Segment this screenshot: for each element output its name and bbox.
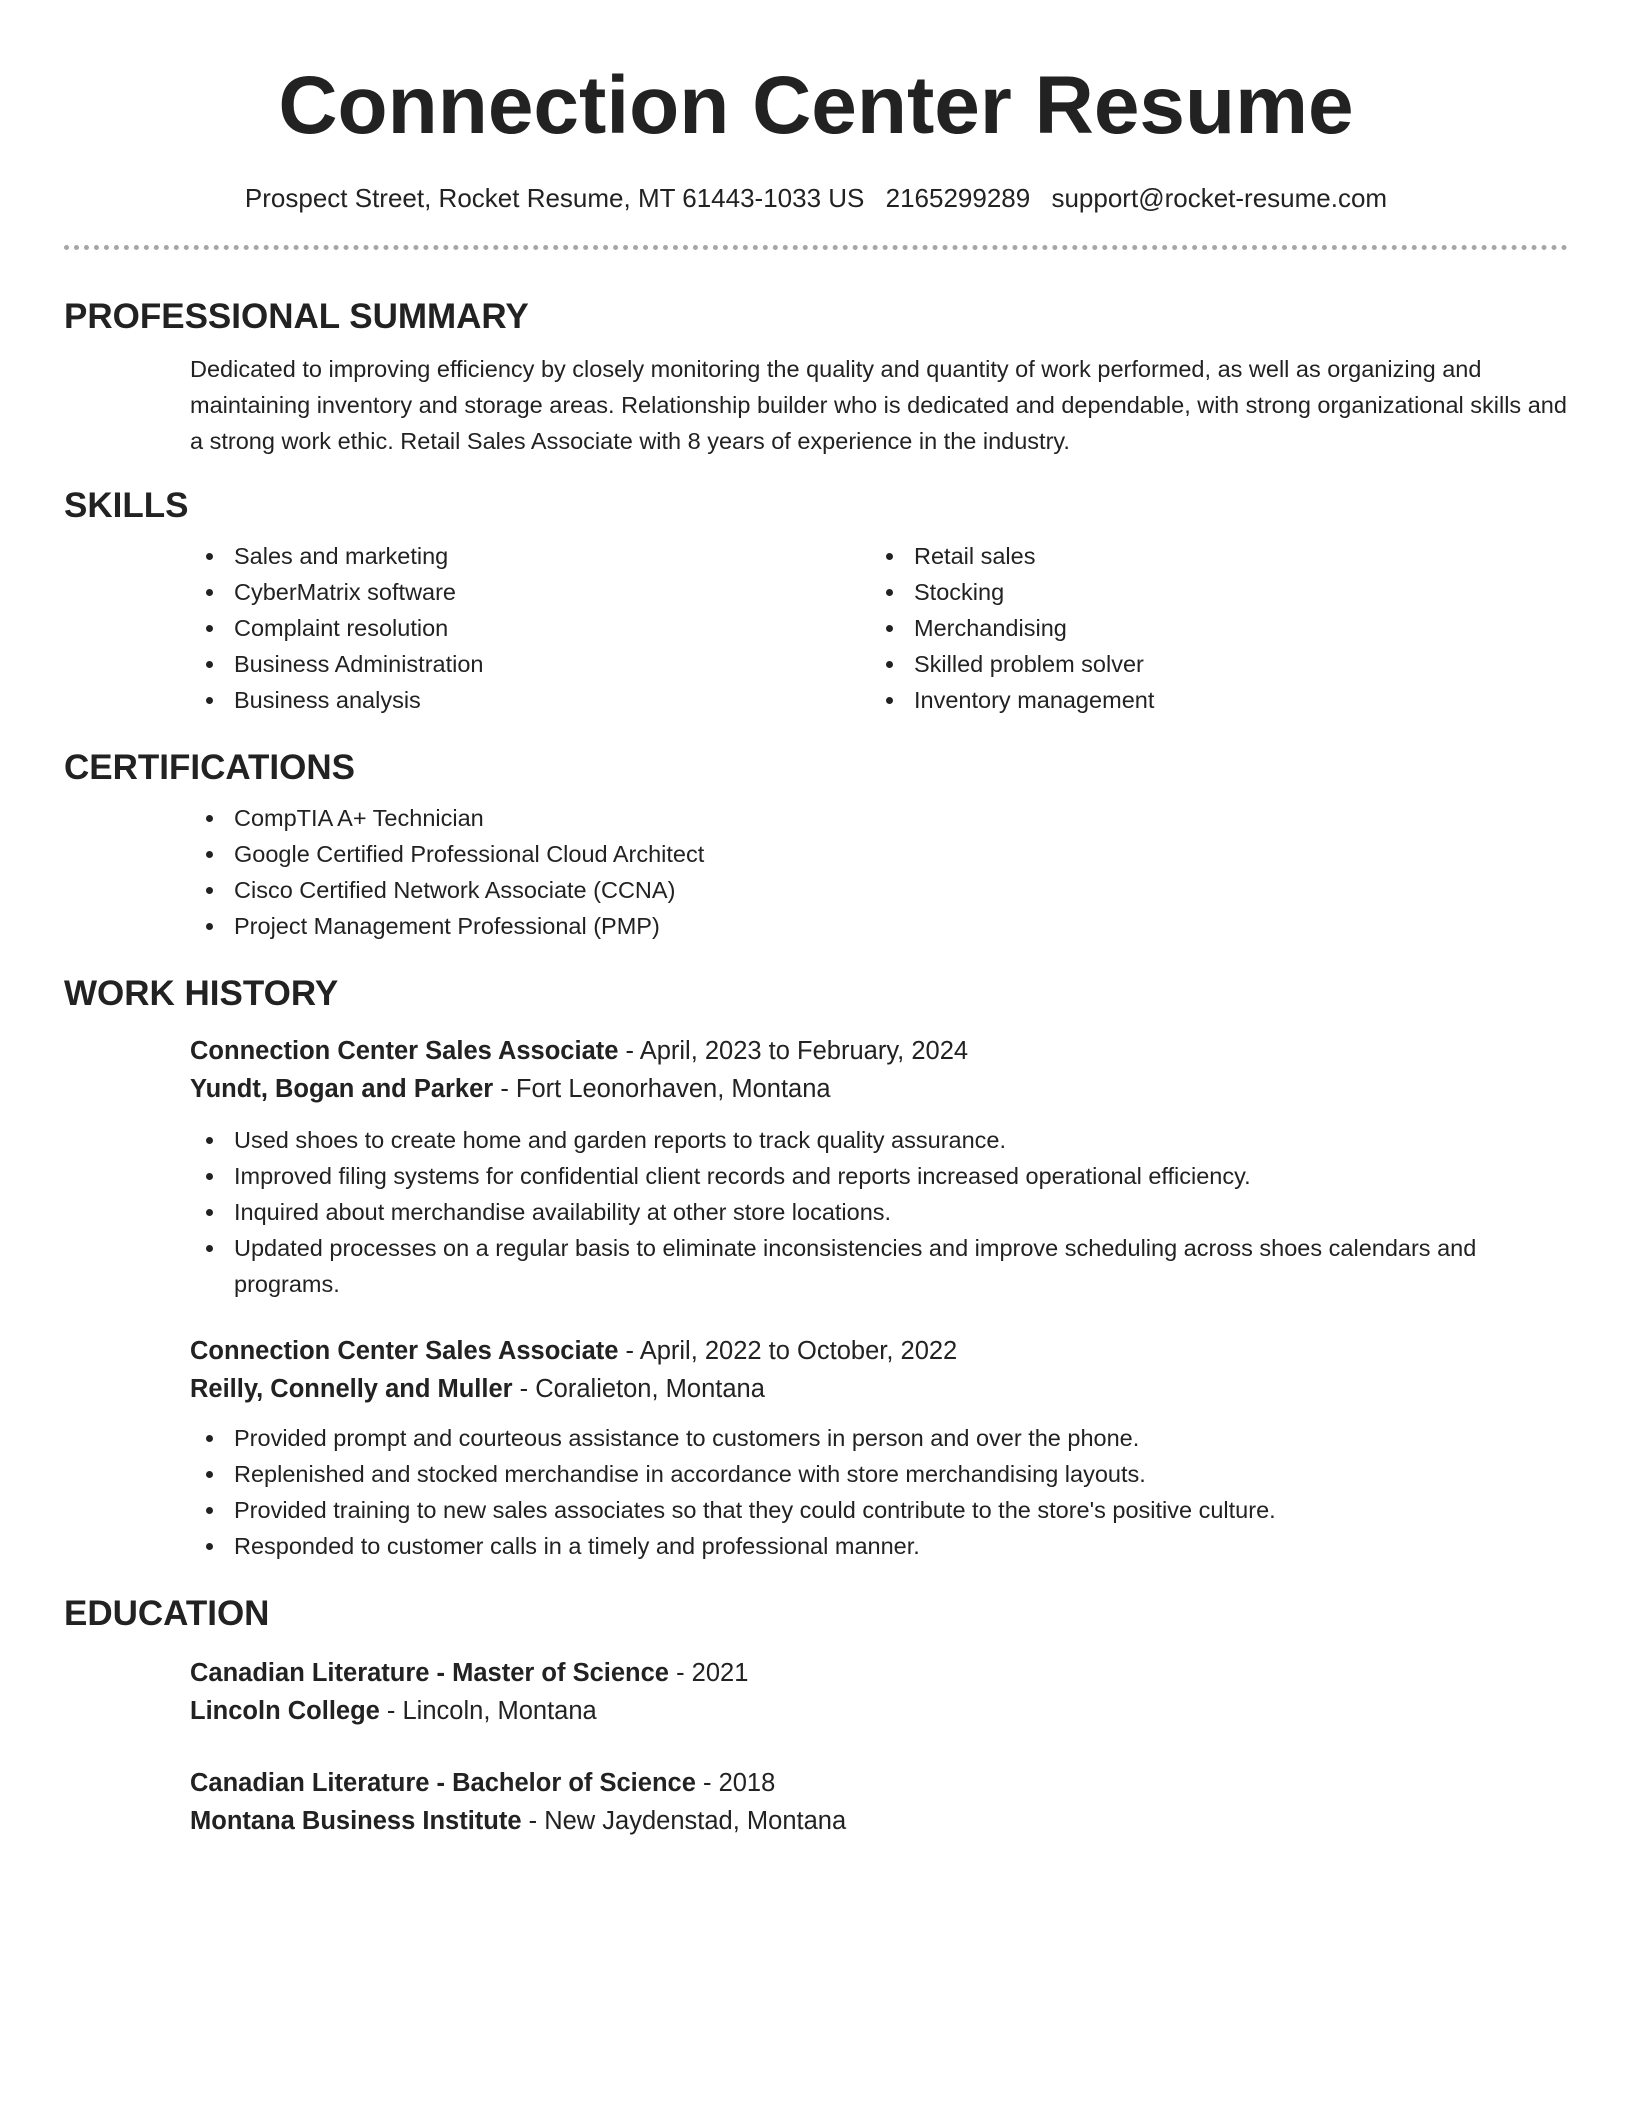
list-item: Project Management Professional (PMP): [190, 908, 1568, 944]
list-item: Used shoes to create home and garden reports to track quality assurance.: [190, 1122, 1568, 1158]
skills-right-column: [870, 538, 1550, 718]
skills-grid: [64, 538, 1568, 718]
job-company-line: [190, 1370, 1568, 1408]
skills-heading: SKILLS: [64, 486, 189, 525]
school-line: [190, 1692, 1568, 1730]
school-location: - New Jaydenstad, Montana: [521, 1807, 847, 1835]
contact-address: Prospect Street, Rocket Resume, MT 61443-1033 US: [244, 183, 865, 213]
work-history-section: [64, 972, 1568, 1564]
list-item: CyberMatrix software: [190, 574, 870, 610]
contact-email: support@rocket-resume.com: [1051, 183, 1388, 213]
job-role: Connection Center Sales Associate: [190, 1337, 619, 1365]
list-item: Merchandising: [870, 610, 1550, 646]
header-divider: [64, 245, 1568, 250]
list-item: Updated processes on a regular basis to eliminate inconsistencies and improve scheduling across shoes calendars and programs.: [190, 1230, 1568, 1302]
degree-name: Canadian Literature - Master of Science: [190, 1659, 669, 1687]
education-section: [64, 1592, 1568, 1840]
job-role: Connection Center Sales Associate: [190, 1037, 619, 1065]
degree-year: - 2021: [668, 1659, 749, 1687]
list-item: Google Certified Professional Cloud Architect: [190, 836, 1568, 872]
list-item: Provided prompt and courteous assistance to customers in person and over the phone.: [190, 1420, 1568, 1456]
work-history-heading: WORK HISTORY: [64, 974, 339, 1013]
list-item: Responded to customer calls in a timely and professional manner.: [190, 1528, 1568, 1564]
school-name: Montana Business Institute: [190, 1807, 522, 1835]
job-title-line: [190, 1032, 1568, 1070]
degree-year: - 2018: [695, 1769, 776, 1797]
skills-left-column: [190, 538, 870, 718]
degree-name: Canadian Literature - Bachelor of Science: [190, 1769, 696, 1797]
list-item: Skilled problem solver: [870, 646, 1550, 682]
list-item: Stocking: [870, 574, 1550, 610]
certifications-heading: CERTIFICATIONS: [64, 748, 356, 787]
job-entry: [64, 1032, 1568, 1302]
list-item: CompTIA A+ Technician: [190, 800, 1568, 836]
school-location: - Lincoln, Montana: [379, 1697, 597, 1725]
job-company: Yundt, Bogan and Parker: [190, 1075, 494, 1103]
job-location: - Fort Leonorhaven, Montana: [493, 1075, 831, 1103]
list-item: Inquired about merchandise availability at other store locations.: [190, 1194, 1568, 1230]
contact-phone: 2165299289: [885, 183, 1031, 213]
list-item: Cisco Certified Network Associate (CCNA): [190, 872, 1568, 908]
job-dates: - April, 2023 to February, 2024: [618, 1037, 969, 1065]
contact-info: [64, 181, 1568, 215]
list-item: Complaint resolution: [190, 610, 870, 646]
job-duties-list: [190, 1122, 1568, 1302]
degree-line: [190, 1764, 1568, 1802]
job-company: Reilly, Connelly and Muller: [190, 1375, 513, 1403]
skills-section: [64, 484, 1568, 718]
education-heading: EDUCATION: [64, 1594, 270, 1633]
list-item: Retail sales: [870, 538, 1550, 574]
list-item: Replenished and stocked merchandise in accordance with store merchandising layouts.: [190, 1456, 1568, 1492]
summary-heading: PROFESSIONAL SUMMARY: [64, 297, 529, 336]
list-item: Improved filing systems for confidential client records and reports increased operational efficiency.: [190, 1158, 1568, 1194]
certifications-list: [64, 800, 1568, 944]
list-item: Business Administration: [190, 646, 870, 682]
school-name: Lincoln College: [190, 1697, 380, 1725]
education-entry: [64, 1654, 1568, 1730]
job-title-line: [190, 1332, 1568, 1370]
summary-text: Dedicated to improving efficiency by closely monitoring the quality and quantity of work performed, as well as organizing and maintaining inventory and storage areas. Relationship builder who is dedicated and dependable, with strong organizational skills and a strong work ethic. Retail Sales Associate with 8 years of experience in the industry.: [190, 356, 1567, 454]
school-line: [190, 1802, 1568, 1840]
job-location: - Coralieton, Montana: [512, 1375, 765, 1403]
list-item: Business analysis: [190, 682, 870, 718]
job-duties-list: [190, 1420, 1568, 1564]
list-item: Provided training to new sales associates so that they could contribute to the store's positive culture.: [190, 1492, 1568, 1528]
list-item: Inventory management: [870, 682, 1550, 718]
job-dates: - April, 2022 to October, 2022: [618, 1337, 958, 1365]
summary-section: [64, 295, 1568, 459]
certifications-section: [64, 746, 1568, 944]
job-entry: [64, 1332, 1568, 1564]
list-item: Sales and marketing: [190, 538, 870, 574]
education-entry: [64, 1764, 1568, 1840]
job-company-line: [190, 1070, 1568, 1108]
degree-line: [190, 1654, 1568, 1692]
resume-title: Connection Center Resume: [278, 60, 1354, 151]
